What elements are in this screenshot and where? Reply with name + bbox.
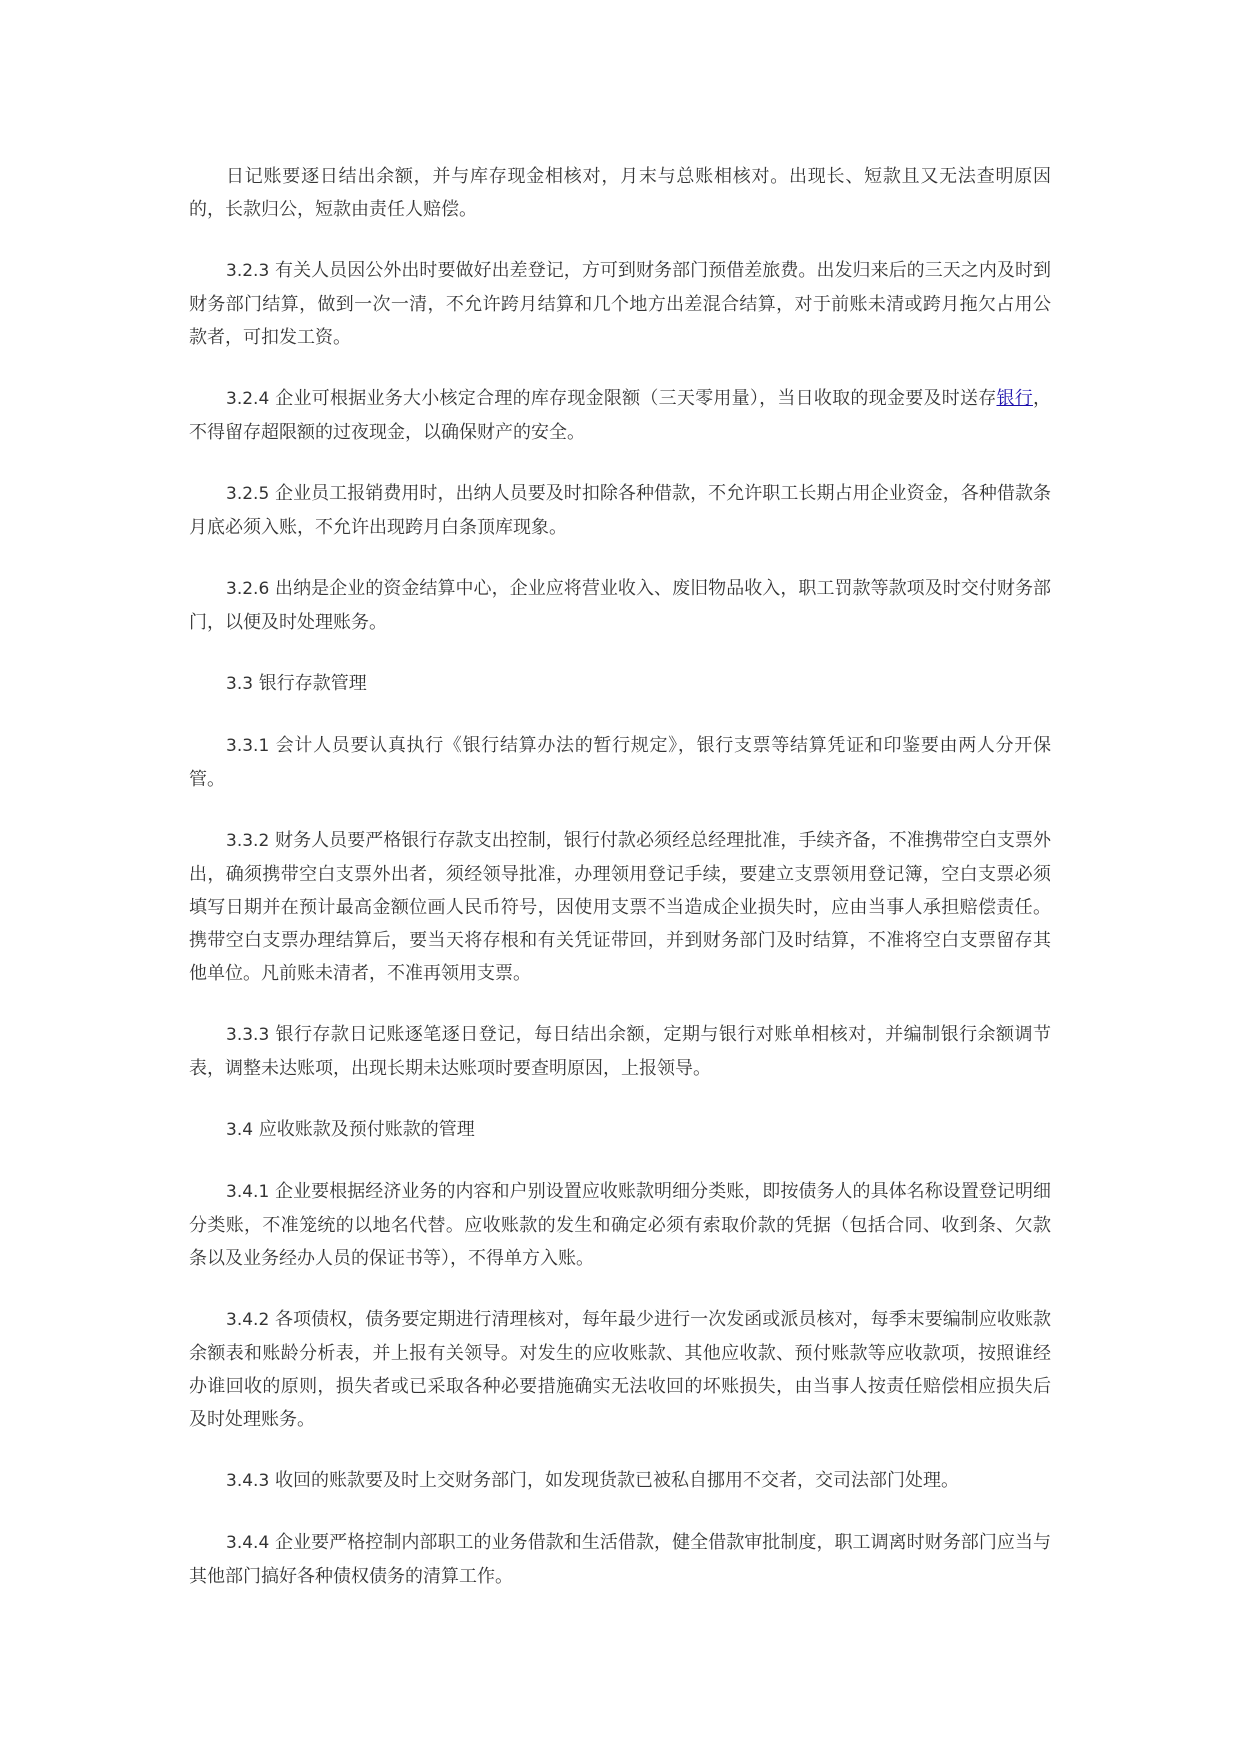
paragraph-3-4-3: [189, 1464, 1051, 1498]
clause-number: 3.2.5: [226, 484, 270, 504]
paragraph-text: 会计人员要认真执行《银行结算办法的暂行规定》，银行支票等结算凭证和印鉴要由两人分开保管。: [189, 735, 1051, 790]
section-heading-3-3: [189, 667, 1051, 701]
clause-number: 3.4: [226, 1120, 254, 1140]
paragraph-text: 收回的账款要及时上交财务部门，如发现货款已被私自挪用不交者，交司法部门处理。: [275, 1470, 959, 1491]
clause-number: 3.4.2: [226, 1310, 270, 1330]
paragraph-text: 有关人员因公外出时要做好出差登记，方可到财务部门预借差旅费。出发归来后的三天之内及时到财务部门结算，做到一次一清，不允许跨月结算和几个地方出差混合结算，对于前账未清或跨月拖欠占用公款者，可扣发工资。: [189, 260, 1051, 348]
heading-text: 应收账款及预付账款的管理: [258, 1119, 475, 1140]
paragraph-3-3-2: [189, 824, 1051, 990]
paragraph-text: 银行存款日记账逐笔逐日登记，每日结出余额，定期与银行对账单相核对，并编制银行余额调节表，调整未达账项，出现长期未达账项时要查明原因，上报领导。: [189, 1024, 1051, 1079]
paragraph-text: 日记账要逐日结出余额，并与库存现金相核对，月末与总账相核对。出现长、短款且又无法查明原因的，长款归公，短款由责任人赔偿。: [189, 166, 1051, 220]
bank-link[interactable]: 银行: [996, 388, 1033, 409]
paragraph-3-2-5: [189, 477, 1051, 544]
paragraph-3-2-3: [189, 254, 1051, 354]
clause-number: 3.2.6: [226, 579, 270, 599]
paragraph-text: 财务人员要严格银行存款支出控制，银行付款必须经总经理批准，手续齐备，不准携带空白支票外出，确须携带空白支票外出者，须经领导批准，办理领用登记手续，要建立支票领用登记簿，空白支票必须填写日期并在预计最高金额位画人民币符号，因使用支票不当造成企业损失时，应由当事人承担赔偿责任。携带空白支票办理结算后，要当天将存根和有关凭证带回，并到财务部门及时结算，不准将空白支票留存其他单位。凡前账未清者，不准再领用支票。: [189, 830, 1051, 984]
paragraph-3-3-1: [189, 729, 1051, 796]
paragraph-text: 企业要严格控制内部职工的业务借款和生活借款，健全借款审批制度，职工调离时财务部门应当与其他部门搞好各种债权债务的清算工作。: [189, 1532, 1051, 1587]
paragraph-3-2-4: [189, 382, 1051, 449]
paragraph-3-4-4: [189, 1526, 1051, 1593]
clause-number: 3.3: [226, 674, 254, 694]
clause-number: 3.3.2: [226, 831, 270, 851]
paragraph-text: 企业可根据业务大小核定合理的库存现金限额（三天零用量），当日收取的现金要及时送存: [275, 388, 997, 409]
clause-number: 3.4.1: [226, 1182, 270, 1202]
paragraph-cash-journal: [189, 160, 1051, 226]
document-body: [189, 160, 1051, 1621]
paragraph-text: 各项债权，债务要定期进行清理核对，每年最少进行一次发函或派员核对，每季末要编制应收账款余额表和账龄分析表，并上报有关领导。对发生的应收账款、其他应收款、预付账款等应收款项，按照谁经办谁回收的原则，损失者或已采取各种必要措施确实无法收回的坏账损失，由当事人按责任赔偿相应损失后及时处理账务。: [189, 1309, 1051, 1430]
paragraph-3-4-1: [189, 1175, 1051, 1275]
clause-number: 3.3.3: [226, 1025, 270, 1045]
clause-number: 3.2.3: [226, 261, 270, 281]
paragraph-3-3-3: [189, 1018, 1051, 1085]
clause-number: 3.4.4: [226, 1533, 270, 1553]
clause-number: 3.3.1: [226, 736, 270, 756]
paragraph-text: 企业员工报销费用时，出纳人员要及时扣除各种借款，不允许职工长期占用企业资金，各种借款条月底必须入账，不允许出现跨月白条顶库现象。: [189, 483, 1051, 538]
paragraph-3-4-2: [189, 1303, 1051, 1436]
clause-number: 3.4.3: [226, 1471, 270, 1491]
paragraph-text: ，不得留存超限额的过夜现金，以确保财产的安全。: [189, 388, 1051, 443]
paragraph-text: 企业要根据经济业务的内容和户别设置应收账款明细分类账，即按债务人的具体名称设置登记明细分类账，不准笼统的以地名代替。应收账款的发生和确定必须有索取价款的凭据（包括合同、收到条、欠款条以及业务经办人员的保证书等），不得单方入账。: [189, 1181, 1051, 1269]
paragraph-text: 出纳是企业的资金结算中心，企业应将营业收入、废旧物品收入，职工罚款等款项及时交付财务部门，以便及时处理账务。: [189, 578, 1051, 633]
clause-number: 3.2.4: [226, 389, 270, 409]
heading-text: 银行存款管理: [258, 673, 367, 694]
section-heading-3-4: [189, 1113, 1051, 1147]
paragraph-3-2-6: [189, 572, 1051, 639]
